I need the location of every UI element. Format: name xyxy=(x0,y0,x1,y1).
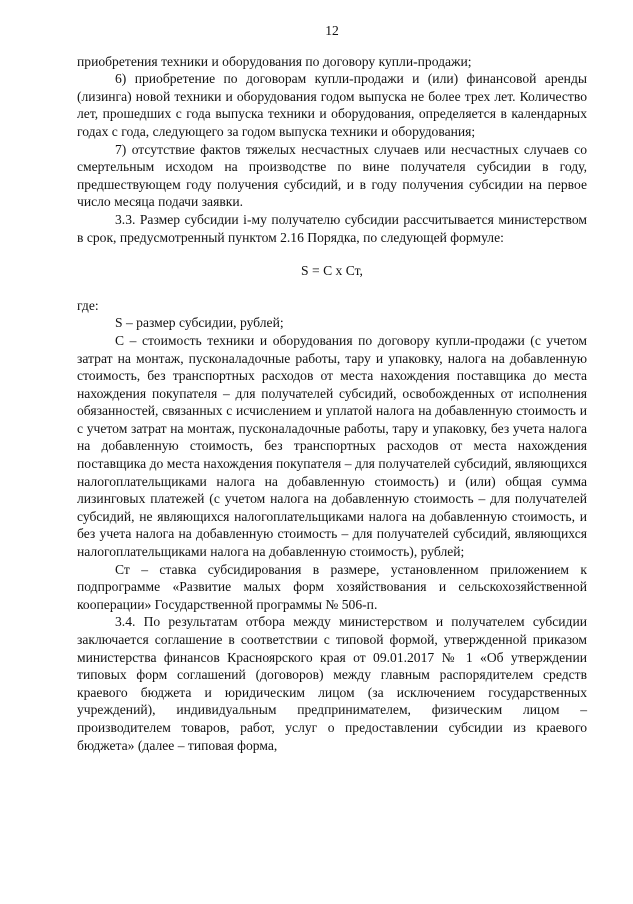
paragraph-continuation: приобретения техники и оборудования по договору купли-продажи; xyxy=(77,53,472,69)
definition-c: С – стоимость техники и оборудования по договору купли-продажи (с учетом затрат на монтаж, пусконаладочные работы, тару и упаковку, налога на добавленную стоимость, без транспортных расходов от места нахождения поставщика до места нахождения покупателя – для получателей субсидий, освобожденных от исполнения обязанностей, связанных с исчислением и уплатой налога на добавленную стоимость и с учетом затрат на монтаж, пусконаладочные работы, тару и упаковку, без учета налога на добавленную стоимость, без транспортных расходов от места нахождения поставщика до места нахождения покупателя – для получателей субсидий, являющихся налогоплательщиками налога на добавленную стоимость) и (или) общая сумма лизинговых платежей (с учетом налога на добавленную стоимость – для получателей субсидий, не являющихся налогоплательщиками налога на добавленную стоимость, и без учета налога на добавленную стоимость – для получателей субсидий, являющихся налогоплательщиками налога на добавленную стоимость), рублей; xyxy=(77,332,587,560)
document-page xyxy=(77,22,587,754)
paragraph-3-4: 3.4. По результатам отбора между министерством и получателем субсидии заключается соглашение в соответствии с типовой формой, утвержденной приказом министерства финансов Красноярского края от 09.01.2017 № 1 «Об утверждении типовых форм соглашений (договоров) между главным распорядителем средств краевого бюджета и юридическим лицом (за исключением государственных учреждений), индивидуальным предпринимателем, физическим лицом – производителем товаров, работ, услуг о предоставлении субсидии из краевого бюджета» (далее – типовая форма, xyxy=(77,614,587,753)
paragraph-item-6: 6) приобретение по договорам купли-продажи и (или) финансовой аренды (лизинга) новой техники и оборудования годом выпуска не более трех лет. Количество лет, прошедших с года выпуска техники и оборудования, определяется в календарных годах с года, следующего за годом выпуска техники и оборудования; xyxy=(77,71,587,139)
page-number: 12 xyxy=(325,23,339,38)
paragraph-3-3: 3.3. Размер субсидии i-му получателю субсидии рассчитывается министерством в срок, предусмотренный пунктом 2.16 Порядка, по следующей формуле: xyxy=(77,211,587,245)
where-label: где: xyxy=(77,297,99,313)
definition-s: S – размер субсидии, рублей; xyxy=(115,315,284,331)
paragraph-item-7: 7) отсутствие фактов тяжелых несчастных случаев или несчастных случаев со смертельным исходом на производстве по вине получателя субсидии в году, предшествующем году получения субсидий, и в году получения субсидии на первое число месяца подачи заявки. xyxy=(77,141,587,210)
subsidy-formula: S = C x Ст, xyxy=(301,263,363,279)
definition-st: Ст – ставка субсидирования в размере, установленном приложением к подпрограмме «Развитие малых форм хозяйствования и сельскохозяйственной кооперации» Государственной программы № 506-п. xyxy=(77,561,587,612)
